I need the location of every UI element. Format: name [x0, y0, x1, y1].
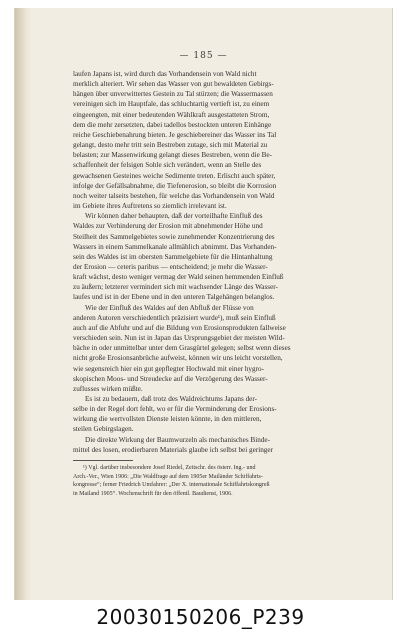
- text-line: eingeengten, mit einer bedeutenden Wählkraft ausgestatteten Strom,: [73, 110, 270, 119]
- text-line: zu äußern; letzterer vermindert sich mit wachsender Länge des Wasser-: [73, 283, 278, 292]
- text-line: merklich alteriert. Wir sehen das Wasser von gut bewaldeten Gebirgs-: [73, 80, 274, 89]
- text-line: laufes und ist in der Ebene und in den unteren Talgehängen belanglos.: [73, 293, 275, 302]
- page-number: — 185 —: [179, 51, 228, 61]
- text-line: nicht große Erosionsanbrüche aufweist, können wir uns leicht vorstellen,: [73, 354, 283, 363]
- text-line: mittel des losen, erodierbaren Materials glaube ich selbst bei geringer: [73, 445, 273, 454]
- text-line: im Gebiete ihres Auftretens so ziemlich irrelevant ist.: [73, 202, 227, 211]
- text-line: dem die mehr zersetzten, dabei tadellos bestockten unteren Einhänge: [73, 120, 272, 129]
- text-line: auch auf die Abfuhr und auf die Bildung von Erosionsprodukten fallweise: [73, 323, 286, 332]
- text-line: bäche in oder unmittelbar unter dem Grasgürtel gelegen; selbst wenn dieses: [73, 344, 291, 353]
- page-gutter-shadow: [15, 8, 31, 600]
- text-line: der Erosion — ceteris paribus — entscheidend; je mehr die Wasser-: [73, 262, 268, 271]
- text-line: zuflusses wirken müßte.: [73, 384, 143, 393]
- text-line: vereinigen sich im Hauptfale, das schluchtartig vertieft ist, zu einem: [73, 100, 270, 109]
- paragraph: [73, 435, 355, 455]
- text-line: laufen Japans ist, wird durch das Vorhandensein von Wald nicht: [73, 70, 257, 78]
- text-line: Die direkte Wirkung der Baumwurzeln als mechanisches Binde-: [85, 435, 270, 444]
- text-line: Steilheit des Sammelgebietes sowie zunehmender Konzentrierung des: [73, 232, 275, 241]
- text-line: schaffenheit der felsigen Sohle sich verändert, wenn an Stelle des: [73, 161, 262, 170]
- footnote-line: kongresse“; ferner Friedrich Umfahrer: „Der X. internationale Schiffahrtskongreß: [73, 482, 270, 489]
- footnote: [73, 464, 355, 498]
- text-line: wirkung die wertvollsten Dienste leisten könnte, in den mittleren,: [73, 415, 262, 424]
- text-line: belasten; zur Massenwirkung gelangt dieses Bestreben, wenn die Be-: [73, 151, 272, 160]
- footnote-line: Arch.-Ver., Wien 1906: „Die Waldfrage auf dem 1905er Mailänder Schiffahrts-: [73, 473, 263, 480]
- image-id-caption: 20030150206_P239: [96, 605, 305, 629]
- text-line: kraft wächst, desto weniger vermag der Wald seinen hemmenden Einfluß: [73, 273, 284, 282]
- text-line: Wir können daher behaupten, daß der vorteilhafte Einfluß des: [85, 212, 263, 221]
- text-line: Waldes zur Verhinderung der Erosion mit abnehmender Höhe und: [73, 222, 263, 231]
- text-line: steilen Gebirgslagen.: [73, 425, 134, 434]
- paragraph: [73, 394, 355, 435]
- text-line: wie segensreich hier ein gut gepflegter Hochwald mit einer hygro-: [73, 364, 264, 373]
- footnote-rule: [73, 460, 133, 461]
- text-line: selbe in der Regel dort fehlt, wo er für die Verminderung der Erosions-: [73, 405, 277, 414]
- text-line: hängen über unverwittertes Gestein zu Tal stürzen; die Wassermassen: [73, 90, 273, 99]
- text-line: anderen Autoren verschiedentlich präzisiert wurde¹), muß sein Einfluß: [73, 313, 276, 322]
- text-line: infolge der Gefällsabnahme, die Tiefenerosion, so bleibt die Korrosion: [73, 181, 277, 190]
- text-line: gewachsenen Gesteines weiche Sedimente treten. Erlischt auch später,: [73, 171, 276, 180]
- footnote-line: ¹) Vgl. darüber insbesondere Josef Riedel, Zeitschr. des österr. Ing.- und: [83, 464, 256, 471]
- text-line: Wassers in einem Sammelkanale allmählich abnimmt. Das Vorhanden-: [73, 242, 277, 251]
- text-line: Es ist zu bedauern, daß trotz des Waldreichtums Japans der-: [85, 395, 257, 403]
- text-line: noch weiter talseits bestehen, für welche das Vorhandensein von Wald: [73, 191, 275, 200]
- text-line: sein des Waldes ist im obersten Sammelgebiete für die Hintanhaltung: [73, 252, 273, 261]
- footnote-line: in Mailand 1905“. Wochenschrift für den öffentl. Baudienst, 1906.: [73, 490, 233, 497]
- text-line: Wie der Einfluß des Waldes auf den Abfluß der Flüsse von: [85, 303, 254, 312]
- body-text: [73, 69, 355, 498]
- text-line: reiche Geschiebenahrung bieten. Je geschiebereiner das Wasser ins Tal: [73, 130, 277, 139]
- paragraph: [73, 69, 355, 211]
- book-page: [14, 8, 393, 600]
- text-line: gelangt, desto mehr tritt sein Bestreben zutage, sich mit Material zu: [73, 141, 268, 150]
- text-line: skopischen Moos- und Streudecke auf die Verzögerung des Wasser-: [73, 374, 268, 383]
- paragraph: [73, 211, 355, 302]
- text-line: verschieden sein. Nun ist in Japan das Ursprungsgebiet der meisten Wild-: [73, 334, 285, 343]
- paragraph: [73, 303, 355, 394]
